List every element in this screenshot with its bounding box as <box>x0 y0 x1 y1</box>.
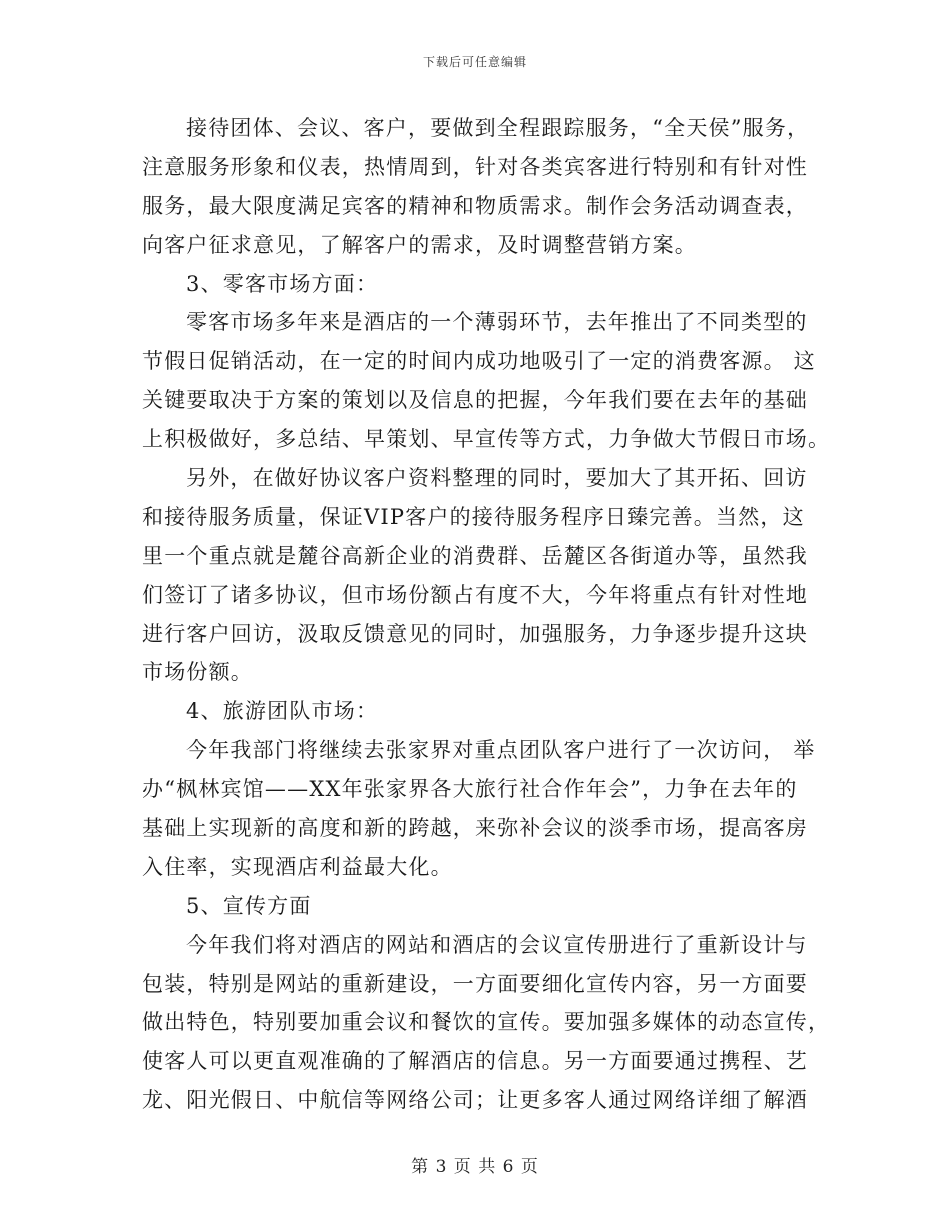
text-line: 节假日促销活动，在一定的时间内成功地吸引了一定的消费客源。 这 <box>142 349 816 374</box>
text-line: 5、宣传方面 <box>186 893 312 918</box>
text-line: 4、旅游团队市场： <box>186 699 379 724</box>
text-line: 3、零客市场方面： <box>186 271 379 296</box>
text-line: 接待团体、会议、客户，要做到全程跟踪服务，“全天侯”服务， <box>186 116 810 140</box>
text-line: 关键要取决于方案的策划以及信息的把握，今年我们要在去年的基础 <box>142 388 808 413</box>
text-line: 上积极做好，多总结、早策划、早宣传等方式，力争做大节假日市场。 <box>142 427 831 452</box>
text-line: 包装，特别是网站的重新建设，一方面要细化宣传内容，另一方面要 <box>142 971 808 996</box>
text-line: 另外，在做好协议客户资料整理的同时，要加大了其开拓、回访 <box>186 466 808 491</box>
text-line: 向客户征求意见，了解客户的需求，及时调整营销方案。 <box>142 232 697 257</box>
text-line: 们签订了诸多协议，但市场份额占有度不大，今年将重点有针对性地 <box>142 582 808 607</box>
page-footer: 第 3 页 共 6 页 <box>411 1157 539 1177</box>
text-line: 市场份额。 <box>142 660 253 685</box>
text-line: 龙、阳光假日、中航信等网络公司；让更多客人通过网络详细了解酒 <box>142 1088 808 1113</box>
text-line: 零客市场多年来是酒店的一个薄弱环节，去年推出了不同类型的 <box>186 310 808 335</box>
text-line: 基础上实现新的高度和新的跨越，来弥补会议的淡季市场，提高客房 <box>142 816 808 841</box>
text-line: 办“枫林宾馆——XX年张家界各大旅行社合作年会”，力争在去年的 <box>142 777 798 802</box>
text-line: 今年我部门将继续去张家界对重点团队客户进行了一次访问， 举 <box>186 738 816 763</box>
document-body <box>142 109 831 1120</box>
page-header: 下载后可任意编辑 <box>422 55 527 69</box>
text-line: 今年我们将对酒店的网站和酒店的会议宣传册进行了重新设计与 <box>186 932 808 957</box>
text-line: 里一个重点就是麓谷高新企业的消费群、岳麓区各街道办等，虽然我 <box>142 543 808 568</box>
text-line: 和接待服务质量，保证VIP客户的接待服务程序日臻完善。当然，这 <box>142 504 805 529</box>
text-line: 使客人可以更直观准确的了解酒店的信息。另一方面要通过携程、艺 <box>142 1049 808 1074</box>
text-line: 服务，最大限度满足宾客的精神和物质需求。制作会务活动调查表， <box>142 193 808 218</box>
text-line: 入住率，实现酒店利益最大化。 <box>142 854 453 879</box>
text-line: 做出特色，特别要加重会议和餐饮的宣传。要加强多媒体的动态宣传， <box>142 1010 831 1035</box>
text-line: 注意服务形象和仪表，热情周到，针对各类宾客进行特别和有针对性 <box>142 154 808 179</box>
text-line: 进行客户回访，汲取反馈意见的同时，加强服务，力争逐步提升这块 <box>142 621 808 646</box>
